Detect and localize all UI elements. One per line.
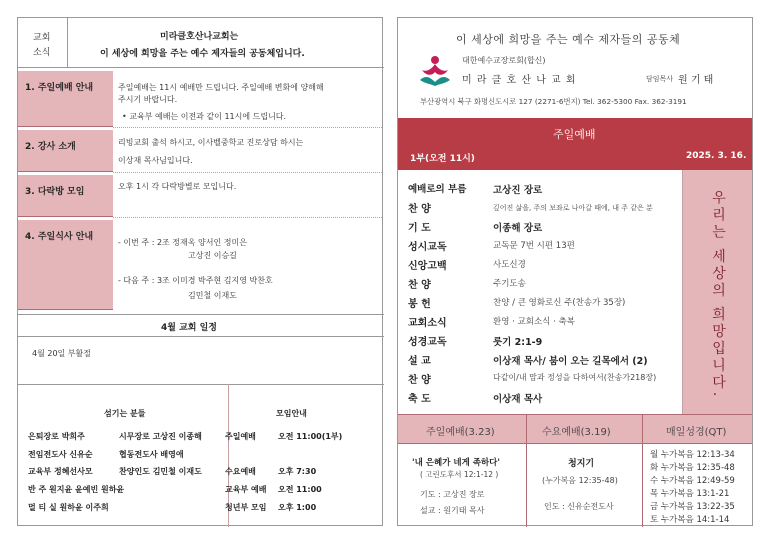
order-row-8: [408, 314, 678, 333]
order-key-4: 성시교독: [408, 242, 447, 253]
server-3b: 찬양인도 김민철 이재도: [119, 467, 202, 476]
address: 부산광역시 북구 화명신도시로 127 (2271-6번지) Tel. 362-5300 Fax. 362-3191: [420, 97, 687, 106]
order-row-12: [408, 390, 678, 409]
next-sermon-ref: ( 고린도후서 12:1-12 ): [420, 470, 499, 479]
tab-qt: 매일성경(QT): [666, 427, 727, 438]
server-2b: 협동전도사 배영애: [119, 450, 184, 459]
service-title: 주일예배: [553, 128, 596, 141]
server-1a: 은퇴장로 박희주: [28, 432, 85, 441]
order-val-5: 사도신경: [493, 260, 526, 270]
order-row-1: [408, 181, 678, 200]
wed-ref: (누가복음 12:35-48): [542, 476, 618, 485]
news-item-2-text-2: 이상재 목사님입니다.: [118, 156, 193, 165]
news-item-3-label: 3. 다락방 모임: [25, 187, 85, 197]
order-row-9: [408, 333, 678, 352]
order-val-8: 환영 · 교회소식 · 축복: [493, 317, 575, 327]
news-panel: [17, 17, 383, 526]
meeting-1-time: 오전 11:00(1부): [278, 432, 343, 441]
news-item-1-label: 1. 주일예배 안내: [25, 83, 94, 93]
meeting-4-name: 교육부 예배: [225, 485, 267, 494]
news-item-2-label-cell: [18, 130, 113, 172]
order-row-7: [408, 295, 678, 314]
order-key-6: 찬 양: [408, 280, 431, 291]
news-item-4-text-4: 김민철 이재도: [188, 291, 237, 300]
bulletin-panel: [397, 17, 753, 526]
order-val-12: 이상재 목사: [493, 394, 543, 405]
order-key-1: 예배로의 부름: [408, 184, 467, 195]
news-item-2-text-1: 리빙교회 출석 하시고, 이사벨중학교 진로상담 하시는: [118, 138, 304, 147]
order-key-7: 봉 헌: [408, 299, 431, 310]
vertical-slogan: 우리는 세상의 희망입니다.: [710, 190, 726, 400]
tab-wednesday: 수요예배(3.19): [542, 427, 611, 438]
next-sermon-title: '내 은혜가 네게 족하다': [412, 458, 500, 468]
schedule-item: 4월 20일 부활절: [32, 349, 91, 358]
qt-day-3: 수 누가복음 12:49-59: [650, 476, 735, 486]
news-label-1: 교회: [33, 33, 51, 43]
order-key-12: 축 도: [408, 394, 431, 405]
wed-title: 청지기: [568, 459, 595, 469]
news-item-4-text-3: - 다음 주 : 3조 이미경 박주현 김지영 박찬호: [118, 276, 273, 285]
meeting-4-time: 오전 11:00: [278, 485, 322, 494]
order-of-worship: [398, 176, 682, 412]
next-prayer: 기도 : 고상진 장로: [420, 490, 485, 499]
server-1b: 시무장로 고상진 이종해: [119, 432, 202, 441]
news-item-1-text-3: • 교육부 예배는 이전과 같이 11시에 드립니다.: [122, 112, 287, 121]
news-item-3-label-cell: [18, 175, 113, 217]
order-row-3: [408, 219, 678, 238]
church-name: 미 라 클 호 산 나 교 회: [462, 75, 577, 86]
meetings-title: 모임안내: [276, 409, 307, 418]
order-val-7: 찬양 / 큰 영화로신 주(찬송가 35장): [493, 298, 626, 308]
service-date: 2025. 3. 16.: [686, 151, 747, 161]
wed-leader: 인도 : 신유순전도사: [544, 502, 614, 511]
order-row-10: [408, 352, 678, 371]
tab-sunday-next: 주일예배(3.23): [426, 427, 495, 438]
bottom-tabs: [398, 414, 752, 444]
qt-day-1: 월 누가복음 12:13-34: [650, 450, 735, 460]
qt-day-2: 화 누가복음 12:35-48: [650, 463, 735, 473]
news-header: [18, 18, 384, 68]
order-key-10: 설 교: [408, 356, 431, 367]
order-key-2: 찬 양: [408, 204, 431, 215]
server-3a: 교육부 정혜선사모: [28, 467, 93, 476]
news-header-title-2: 이 세상에 희망을 주는 예수 제자들의 공동체입니다.: [100, 49, 305, 59]
meeting-3-time: 오후 7:30: [278, 467, 317, 476]
order-val-11: 다같이/내 맘과 정성을 다하여서(찬송가218장): [493, 373, 657, 382]
vertical-slogan-box: [682, 170, 752, 414]
order-val-10: 이상재 목사/ 붐이 오는 길목에서 (2): [493, 356, 648, 367]
service-header: [398, 118, 752, 170]
church-logo: [416, 52, 454, 90]
pastor-name: 원 기 태: [678, 75, 714, 86]
news-header-title-1: 미라클호산나교회는: [160, 32, 239, 42]
qt-list: [650, 448, 750, 526]
server-4a: 반 주 원지윤 윤예빈 원하윤: [28, 485, 125, 494]
pastor-label: 담임목사: [646, 75, 674, 83]
news-item-4-text-2: 고상진 이승길: [188, 251, 237, 260]
service-time: 1부(오전 11시): [410, 154, 475, 164]
news-label-2: 소식: [33, 48, 51, 58]
schedule-title: 4월 교회 일정: [161, 323, 217, 333]
meeting-1-name: 주일예배: [225, 432, 256, 441]
order-val-2: 깊어진 삶을, 주의 보좌로 나아갈 때에, 내 주 같은 분: [493, 204, 653, 212]
motto: 이 세상에 희망을 주는 예수 제자들의 공동체: [456, 33, 681, 46]
order-key-11: 찬 양: [408, 375, 431, 386]
order-val-6: 주기도송: [493, 279, 526, 289]
news-item-1-label-cell: [18, 71, 113, 127]
order-row-2: [408, 200, 678, 219]
order-key-5: 신앙고백: [408, 261, 447, 272]
news-item-1-text-1: 주일예배는 11시 예배만 드립니다. 주일예배 변화에 양해해: [118, 83, 324, 92]
order-val-1: 고상진 장로: [493, 185, 543, 196]
order-row-4: [408, 238, 678, 257]
qt-day-4: 목 누가복음 13:1-21: [650, 489, 730, 499]
news-item-4-text-1: - 이번 주 : 2조 정재옥 양서인 정미은: [118, 238, 247, 247]
order-row-5: [408, 257, 678, 276]
news-item-4-label: 4. 주일식사 안내: [25, 232, 94, 242]
order-key-9: 성경교독: [408, 337, 447, 348]
meeting-5-name: 청년부 모임: [225, 503, 267, 512]
server-2a: 전임전도사 신유순: [28, 450, 93, 459]
qt-day-5: 금 누가복음 13:22-35: [650, 502, 735, 512]
server-5a: 멀 티 실 원하윤 이주희: [28, 503, 109, 512]
order-val-9: 룻기 2:1-9: [493, 337, 543, 348]
news-item-2-label: 2. 강사 소개: [25, 142, 76, 152]
order-val-4: 교독문 7번 시편 13편: [493, 241, 575, 251]
meeting-5-time: 오후 1:00: [278, 503, 317, 512]
denomination: 대한예수교장로회(합신): [462, 56, 546, 65]
order-val-3: 이종해 장로: [493, 223, 543, 234]
next-sermon: 설교 : 원기태 목사: [420, 506, 485, 515]
order-key-8: 교회소식: [408, 318, 447, 329]
news-item-1-text-2: 주시기 바랍니다.: [118, 95, 178, 104]
order-row-11: [408, 371, 678, 390]
order-row-6: [408, 276, 678, 295]
meeting-3-name: 수요예배: [225, 467, 256, 476]
news-item-3-text-1: 오후 1시 각 다락방별로 모입니다.: [118, 182, 237, 191]
qt-day-6: 토 누가복음 14:1-14: [650, 515, 730, 525]
order-key-3: 기 도: [408, 223, 431, 234]
servers-title: 섬기는 분들: [104, 409, 146, 418]
news-item-4-label-cell: [18, 220, 113, 310]
